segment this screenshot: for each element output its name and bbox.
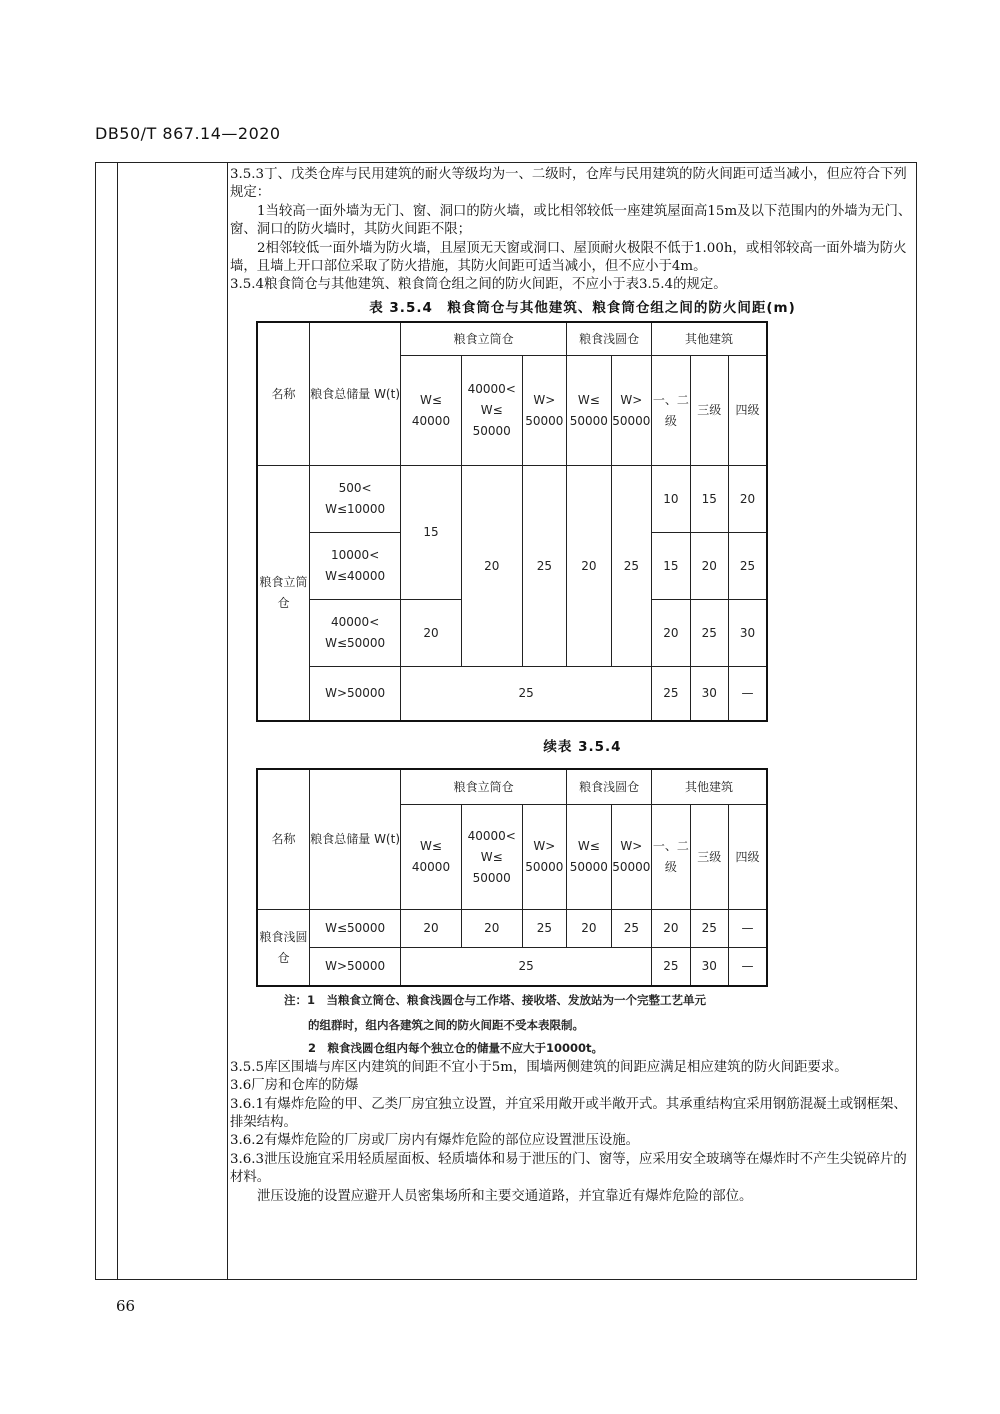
- table-cell: 30: [690, 667, 728, 721]
- table-cell: 20: [652, 600, 690, 667]
- col-header: W> 50000: [522, 805, 567, 910]
- header-storage: 粮食总储量 W(t): [310, 322, 401, 466]
- header-other-buildings: 其他建筑: [652, 769, 767, 805]
- clause-content: [230, 166, 915, 1206]
- clause-3-6-2: 3.6.2有爆炸危险的厂房或厂房内有爆炸危险的部位应设置泄压设施。: [230, 1133, 640, 1149]
- fire-spacing-table: [256, 321, 768, 722]
- header-shallow-silo: 粮食浅圆仓: [567, 769, 652, 805]
- table-cell: 25: [401, 667, 652, 721]
- clause-3-6-1: 3.6.1有爆炸危险的甲、乙类厂房宜独立设置，并宜采用敞开或半敞开式。其承重结构宜采用钢筋混凝土或钢框架、排架结构。: [230, 1096, 907, 1131]
- table-cell: 25: [401, 948, 652, 986]
- note-1-continued: 的组群时，组内各建筑之间的防火间距不受本表限制。: [308, 1017, 584, 1032]
- row-header: W>50000: [310, 667, 401, 721]
- content-frame: [95, 162, 917, 1280]
- table-cell: 25: [652, 667, 690, 721]
- table-cell: 25: [652, 948, 690, 986]
- table-cell: 25: [611, 910, 651, 948]
- table-cell: 25: [522, 910, 567, 948]
- table-cell: 20: [461, 466, 522, 667]
- header-name: 名称: [257, 769, 310, 910]
- table-cell: 20: [567, 466, 612, 667]
- row-header: W≤50000: [310, 910, 401, 948]
- col-header: 40000< W≤ 50000: [461, 356, 522, 466]
- header-storage: 粮食总储量 W(t): [310, 769, 401, 910]
- row-header: 40000< W≤50000: [310, 600, 401, 667]
- col-header: 四级: [728, 356, 767, 466]
- column-divider: [227, 163, 228, 1279]
- table-cell: 20: [401, 910, 462, 948]
- table-continued-caption: 续表 3.5.4: [543, 738, 622, 755]
- table-cell: 25: [690, 600, 728, 667]
- col-header: 40000< W≤ 50000: [461, 805, 522, 910]
- page-number: 66: [116, 1297, 136, 1315]
- clause-3-6-3-continued: 泄压设施的设置应避开人员密集场所和主要交通道路，并宜靠近有爆炸危险的部位。: [257, 1188, 753, 1204]
- header-other-buildings: 其他建筑: [652, 322, 767, 356]
- column-divider: [117, 163, 118, 1279]
- col-header: W≤ 40000: [401, 805, 462, 910]
- clause-3-5-4: 3.5.4粮食筒仓与其他建筑、粮食筒仓组之间的防火间距，不应小于表3.5.4的规定。: [230, 277, 727, 293]
- table-cell: 25: [611, 466, 651, 667]
- row-header: 10000< W≤40000: [310, 533, 401, 600]
- table-cell: 15: [690, 466, 728, 533]
- clause-3-5-5: 3.5.5库区围墙与库区内建筑的间距不宜小于5m，围墙两侧建筑的间距应满足相应建筑的防火间距要求。: [230, 1059, 848, 1075]
- table-cell: 15: [652, 533, 690, 600]
- document-code: DB50/T 867.14—2020: [95, 124, 281, 143]
- table-notes: [230, 987, 915, 1059]
- table-cell: 20: [401, 600, 462, 667]
- col-header: 一、二级: [652, 805, 690, 910]
- table-cell: 25: [728, 533, 767, 600]
- clause-3-5-3-item-1: 1当较高一面外墙为无门、窗、洞口的防火墙，或比相邻较低一座建筑屋面高15m及以下范围内的外墙为无门、窗、洞口的防火墙时，其防火间距不限；: [230, 203, 912, 238]
- table-cell: 10: [652, 466, 690, 533]
- table-cell: —: [728, 910, 767, 948]
- col-header: W≤ 50000: [567, 805, 612, 910]
- header-name: 名称: [257, 322, 310, 466]
- section-3-6-heading: 3.6厂房和仓库的防爆: [230, 1078, 359, 1094]
- table-cell: 25: [522, 466, 567, 667]
- row-group: 粮食浅圆仓: [257, 910, 310, 986]
- col-header: W> 50000: [522, 356, 567, 466]
- table-cell: 20: [652, 910, 690, 948]
- clause-3-5-3-item-2: 2相邻较低一面外墙为防火墙，且屋顶无天窗或洞口、屋顶耐火极限不低于1.00h，或相邻较高一面外墙为防火墙，且墙上开口部位采取了防火措施，其防火间距可适当减小，但不应小于4m。: [230, 240, 907, 275]
- header-silo: 粮食立筒仓: [401, 769, 567, 805]
- row-header: W>50000: [310, 948, 401, 986]
- table-cell: 30: [690, 948, 728, 986]
- note-2: 2 粮食浅圆仓组内每个独立仓的储量不应大于10000t。: [308, 1040, 604, 1055]
- col-header: 三级: [690, 805, 728, 910]
- row-header: 500< W≤10000: [310, 466, 401, 533]
- clause-3-5-3: 3.5.3丁、戊类仓库与民用建筑的耐火等级均为一、二级时，仓库与民用建筑的防火间距可适当减小，但应符合下列规定：: [230, 167, 907, 201]
- header-shallow-silo: 粮食浅圆仓: [567, 322, 652, 356]
- col-header: 四级: [728, 805, 767, 910]
- table-cell: 20: [461, 910, 522, 948]
- col-header: 三级: [690, 356, 728, 466]
- header-silo: 粮食立筒仓: [401, 322, 567, 356]
- table-cell: 20: [567, 910, 612, 948]
- table-cell: 20: [728, 466, 767, 533]
- table-cell: 30: [728, 600, 767, 667]
- clause-3-6-3: 3.6.3泄压设施宜采用轻质屋面板、轻质墙体和易于泄压的门、窗等，应采用安全玻璃等在爆炸时不产生尖锐碎片的材料。: [230, 1151, 907, 1186]
- table-caption: 表 3.5.4 粮食筒仓与其他建筑、粮食筒仓组之间的防火间距(m): [369, 299, 796, 316]
- table-cell: 15: [401, 466, 462, 600]
- col-header: W> 50000: [611, 356, 651, 466]
- note-1: 注：1 当粮食立筒仓、粮食浅圆仓与工作塔、接收塔、发放站为一个完整工艺单元: [284, 992, 706, 1007]
- table-cell: 20: [690, 533, 728, 600]
- col-header: W> 50000: [611, 805, 651, 910]
- table-cell: —: [728, 948, 767, 986]
- row-group: 粮食立筒仓: [257, 466, 310, 721]
- col-header: W≤ 50000: [567, 356, 612, 466]
- table-cell: 25: [690, 910, 728, 948]
- fire-spacing-table-continued: [256, 768, 768, 987]
- col-header: W≤ 40000: [401, 356, 462, 466]
- table-cell: —: [728, 667, 767, 721]
- col-header: 一、二级: [652, 356, 690, 466]
